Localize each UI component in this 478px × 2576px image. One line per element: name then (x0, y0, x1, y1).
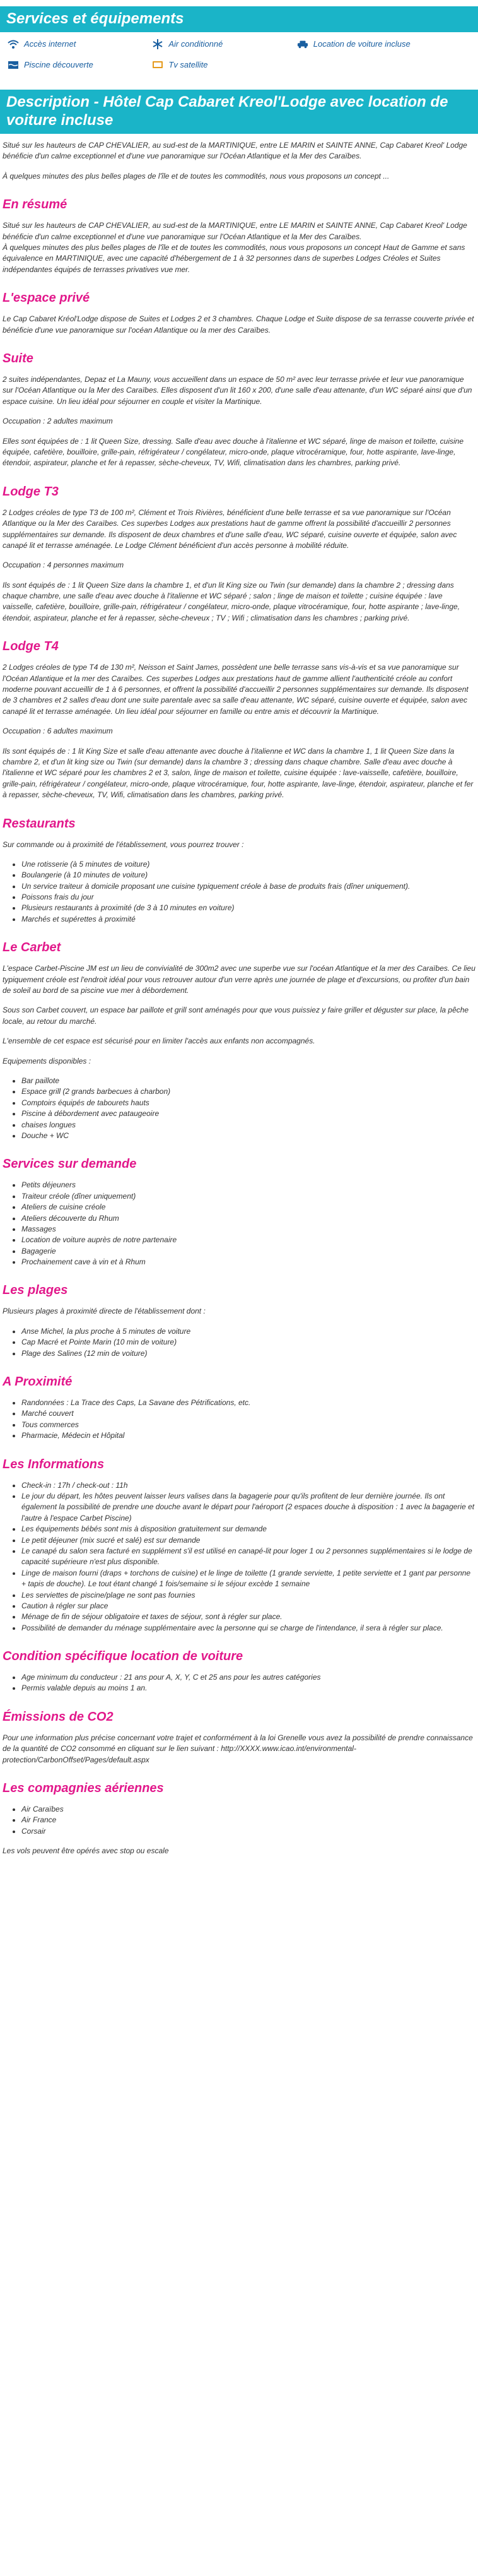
service-car (297, 39, 470, 50)
section-title-location-voiture: Condition spécifique location de voiture (3, 1649, 243, 1664)
list-item: • Les équipements bébés sont mis à disposition gratuitement sur demande (21, 1524, 475, 1534)
list-item: • Caution à régler sur place (21, 1601, 475, 1611)
services-grid (0, 39, 478, 71)
service-tv (152, 59, 296, 71)
list-item: • Massages (21, 1224, 475, 1235)
list-item: • Air Caraïbes (21, 1804, 475, 1815)
list-item: • Ateliers découverte du Rhum (21, 1213, 475, 1224)
resume-paragraph: À quelques minutes des plus belles plages de l'île et de toutes les commodités, nous vous proposons un concept Haut de Gamme et sans équivalence en MARTINIQUE, avec une capacité d'hébergement de 1 à 32 personnes dans de superbes Lodges Créoles et Suites indépendantes équipés de terrasses privatives vue mer. (3, 243, 465, 274)
list-item: • Plage des Salines (12 min de voiture) (21, 1348, 475, 1359)
description-teaser: À quelques minutes des plus belles plages de l'île et de toutes les commodités, nous vous proposons un concept ... (3, 171, 390, 181)
informations-list (3, 1480, 475, 1634)
suite-equipment: Elles sont équipées de : 1 lit Queen Size, dressing. Salle d'eau avec douche à l'italienne et WC séparé, linge de maison et toilette, cuisine équipée, cafetière, bouilloire, grille-pain, réfrigérateur / congélateur, micro-onde, plaque vitrocéramique, four, hotte aspirante, lave-linge, étendoir, aspirateur, planche et fer à repasser, sèche-cheveux, TV, Wifi, climatisation dans les chambres, parking privé. (3, 436, 464, 468)
lodge-t3-paragraph: 2 Lodges créoles de type T3 de 100 m², Clément et Trois Rivières, bénéficient d'une belle terrasse et sa vue panoramique sur l'Océan Atlantique ou la Mer des Caraïbes. Ces superbes Lodges aux prestations haut de gamme offrent la possibilité d'accueillir 2 personnes supplémentaires sur demande. Ils disposent de deux chambres et d'une salle d'eau, WC séparé, cuisine ouverte et équipée, salon avec canapé lit et terrasse aménagée. Le Lodge Clément bénéficient d'un accès personne à mobilité réduite. (3, 507, 457, 550)
list-item: • Check-in : 17h / check-out : 11h (21, 1480, 475, 1491)
list-item: • chaises longues (21, 1120, 475, 1131)
list-item: • Poissons frais du jour (21, 892, 475, 903)
services-heading: Services et équipements (0, 6, 478, 32)
description-body (0, 140, 478, 1857)
service-label: Location de voiture incluse (313, 39, 411, 49)
section-title-co2: Émissions de CO2 (3, 1709, 114, 1724)
lodge-t4-paragraph: 2 Lodges créoles de type T4 de 130 m², Neisson et Saint James, possèdent une belle terrasse sans vis-à-vis et sa vue panoramique sur l'Océan Atlantique et la mer des Caraïbes. Ces superbes Lodges aux prestations haut de gamme allient l'authenticité créole au confort moderne pouvant accueillir de 1 à 6 personnes, et offrent la possibilité d'accueillir 2 personnes supplémentaires sur demande. Ils disposent de 3 chambres et 2 salles d'eau dont une suite parentale avec sa salle d'eau attenante, WC séparé, cuisine ouverte et équipée, salon avec canapé lit et terrasse aménagée. Un lieu idéal pour séjourner en famille ou entre amis et découvrir la Martinique. (3, 663, 469, 716)
compagnies-note: Les vols peuvent être opérés avec stop ou escale (3, 1846, 169, 1856)
carbet-paragraph: L'ensemble de cet espace est sécurisé pour en limiter l'accès aux enfants non accompagnés. (3, 1036, 315, 1046)
list-item: • Linge de maison fourni (draps + torchons de cuisine) et le linge de toilette (1 grande serviette, 1 petite serviette et 1 gant par personne + tapis de douche). Le tout étant changé 1 fois/semaine si le séjour excède 1 semaine (21, 1568, 475, 1590)
compagnies-list (3, 1804, 475, 1837)
section-title-lodge-t3: Lodge T3 (3, 484, 59, 499)
list-item: • Marché couvert (21, 1408, 475, 1419)
list-item: • Une rotisserie (à 5 minutes de voiture) (21, 859, 475, 870)
description-intro: Situé sur les hauteurs de CAP CHEVALIER, au sud-est de la MARTINIQUE, entre LE MARIN et SAINTE ANNE, Cap Cabaret Kreol' Lodge bénéficie d'un calme exceptionnel et d'une vue panoramique sur l'Océan Atlantique et la Mer des Caraïbes. (3, 141, 467, 161)
description-heading: Description - Hôtel Cap Cabaret Kreol'Lodge avec location de voiture incluse (0, 90, 478, 134)
carbet-paragraph: Sous son Carbet couvert, un espace bar paillote et grill sont aménagés pour que vous puissiez y faire griller et déguster sur place, la pêche locale, au retour du marché. (3, 1006, 469, 1026)
wifi-icon (8, 39, 19, 50)
section-title-informations: Les Informations (3, 1457, 105, 1471)
espace-paragraph: Le Cap Cabaret Kréol'Lodge dispose de Suites et Lodges 2 et 3 chambres. Chaque Lodge et Suite dispose de sa terrasse couverte privée et bénéficie d'une vue panoramique sur l'océan Atlantique ou la mer des Caraïbes. (3, 314, 474, 335)
co2-paragraph: Pour une information plus précise concernant votre trajet et conformément à la loi Grenelle vous avez la possibilité de prendre connaissance de la quantité de CO2 consommé en cliquant sur le lien suivant : http://XXXX.www.icao.int/environmental-protection/CarbonOffset/Pages/default.aspx (3, 1733, 473, 1764)
list-item: • Prochainement cave à vin et à Rhum (21, 1257, 475, 1267)
section-title-resume: En résumé (3, 198, 67, 212)
plages-intro: Plusieurs plages à proximité directe de l'établissement dont : (3, 1307, 206, 1316)
list-item: • Air France (21, 1815, 475, 1825)
list-item: • Les serviettes de piscine/plage ne sont pas fournies (21, 1590, 475, 1601)
list-item: • Boulangerie (à 10 minutes de voiture) (21, 870, 475, 881)
service-pool (8, 59, 152, 71)
suite-paragraph: 2 suites indépendantes, Depaz et La Mauny, vous accueillent dans un espace de 50 m² avec leur terrasse privée et leur vue panoramique sur l'Océan Atlantique ou la Mer des Caraïbes. Elles disposent d'un lit 160 x 200, d'une salle d'eau attenante, d'un WC séparé ainsi que d'un espace cuisine. Un lieu idéal pour séjourner en couple et visiter la Martinique. (3, 374, 472, 406)
car-icon (297, 39, 308, 50)
list-item: • Bar paillote (21, 1076, 475, 1086)
list-item: • Marchés et supérettes à proximité (21, 914, 475, 925)
lodge-t4-occupation: Occupation : 6 adultes maximum (3, 727, 113, 736)
section-title-services-demande: Services sur demande (3, 1157, 137, 1172)
list-item: • Pharmacie, Médecin et Hôpital (21, 1430, 475, 1441)
pool-icon (8, 59, 19, 71)
service-internet (8, 39, 152, 50)
list-item: • Plusieurs restaurants à proximité (de 3 à 10 minutes en voiture) (21, 903, 475, 913)
list-item: • Possibilité de demander du ménage supplémentaire avec la personne qui se charge de l'intendance, il sera à régler sur place. (21, 1623, 475, 1634)
list-item: • Location de voiture auprès de notre partenaire (21, 1235, 475, 1245)
list-item: • Le petit déjeuner (mix sucré et salé) est sur demande (21, 1535, 475, 1546)
list-item: • Cap Macré et Pointe Marin (10 min de voiture) (21, 1337, 475, 1348)
service-label: Piscine découverte (24, 59, 93, 69)
section-title-carbet: Le Carbet (3, 941, 61, 955)
list-item: • Permis valable depuis au moins 1 an. (21, 1683, 475, 1694)
list-item: • Age minimum du conducteur : 21 ans pour A, X, Y, C et 25 ans pour les autres catégories (21, 1672, 475, 1683)
lodge-t3-occupation: Occupation : 4 personnes maximum (3, 561, 124, 570)
service-aircon (152, 39, 296, 50)
list-item: • Bagagerie (21, 1246, 475, 1257)
list-item: • Traiteur créole (dîner uniquement) (21, 1191, 475, 1202)
section-title-restaurants: Restaurants (3, 816, 76, 831)
list-item: • Douche + WC (21, 1131, 475, 1141)
list-item: • Le jour du départ, les hôtes peuvent laisser leurs valises dans la bagagerie pour qu'ils profitent de leur dernière journée. Ils ont également la possibilité de prendre une douche avant le départ pour l'aéroport (2 espaces douche à disposition : 1 avec la bagagerie et l'autre à l'espace Carbet Piscine) (21, 1491, 475, 1524)
plages-list (3, 1326, 475, 1359)
snowflake-icon (152, 39, 163, 50)
list-item: • Petits déjeuners (21, 1180, 475, 1190)
section-title-proximite: A Proximité (3, 1375, 73, 1389)
carbet-paragraph: L'espace Carbet-Piscine JM est un lieu de convivialité de 300m2 avec une superbe vue sur l'océan Atlantique et la mer des Caraïbes. Ce lieu typiquement créole est l'endroit idéal pour vous retrouver autour d'un verre après une journée de plage et d'excursions, ou profiter d'un bain de soleil au bord de sa piscine vue mer à débordement. (3, 964, 475, 995)
list-item: • Ateliers de cuisine créole (21, 1202, 475, 1213)
section-title-compagnies: Les compagnies aériennes (3, 1781, 164, 1796)
list-item: • Comptoirs équipés de tabourets hauts (21, 1098, 475, 1108)
list-item: • Anse Michel, la plus proche à 5 minutes de voiture (21, 1326, 475, 1337)
carbet-intro: Equipements disponibles : (3, 1056, 91, 1065)
list-item: • Randonnées : La Trace des Caps, La Savane des Pétrifications, etc. (21, 1398, 475, 1408)
list-item: • Espace grill (2 grands barbecues à charbon) (21, 1086, 475, 1097)
restaurants-list (3, 859, 475, 925)
list-item: • Un service traiteur à domicile proposant une cuisine typiquement créole à base de produits frais (dîner uniquement). (21, 881, 475, 892)
list-item: • Le canapé du salon sera facturé en supplément s'il est utilisé en canapé-lit pour loger 1 ou 2 personnes supplémentaires si le lodge de capacité supérieure n'est plus disponible. (21, 1546, 475, 1568)
resume-paragraph: Situé sur les hauteurs de CAP CHEVALIER, au sud-est de la MARTINIQUE, entre LE MARIN et SAINTE ANNE, Cap Cabaret Kreol' Lodge bénéficie d'un calme exceptionnel et d'une vue panoramique sur l'Océan Atlantique et la Mer des Caraïbes. (3, 221, 467, 241)
service-label: Accès internet (24, 39, 76, 49)
lodge-t4-equipment: Ils sont équipés de : 1 lit King Size et salle d'eau attenante avec douche à l'italienne et WC dans la chambre 1, 1 lit Queen Size dans la chambre 2, et d'un lit king size ou Twin (sur demande) dans la chambre 3 ; dressing dans chaque chambre. Salle d'eau avec douche à l'italienne et WC séparé pour les chambres 2 et 3, salon, linge de maison et toilette, cuisine équipée : lave-vaisselle, cafetière, bouilloire, grille-pain, réfrigérateur / congélateur, micro-onde, plaque vitrocéramique, four, hotte aspirante, lave-linge, étendoir, aspirateur, planche et fer à repasser, sèche-cheveux, TV, Wifi, climatisation dans les chambres, parking privé. (3, 746, 474, 800)
proximite-list (3, 1398, 475, 1442)
carbet-list (3, 1076, 475, 1141)
section-title-suite: Suite (3, 351, 33, 365)
services-demande-list (3, 1180, 475, 1267)
location-list (3, 1672, 475, 1694)
section-title-plages: Les plages (3, 1283, 68, 1298)
lodge-t3-equipment: Ils sont équipés de : 1 lit Queen Size dans la chambre 1, et d'un lit King size ou Twin (sur demande) dans la chambre 2 ; dressing dans chaque chambre, une salle d'eau avec douche à l'italienne et WC séparé ; salon ; linge de maison et toilette ; cuisine équipée : lave vaisselle, cafetière, bouilloire, grille-pain, réfrigérateur / congélateur, micro-onde, plaque vitrocéramique, four, hotte aspirante ; lave-linge, étendoir, aspirateur, planche et fer à repasser, sèche-cheveux ; TV ; Wifi ; climatisation dans les chambres ; parking privé. (3, 580, 460, 622)
service-label: Tv satellite (168, 59, 208, 69)
restaurants-intro: Sur commande ou à proximité de l'établissement, vous pourrez trouver : (3, 840, 244, 849)
list-item: • Piscine à débordement avec pataugeoire (21, 1108, 475, 1119)
section-title-lodge-t4: Lodge T4 (3, 639, 59, 654)
list-item: • Tous commerces (21, 1420, 475, 1430)
list-item: • Ménage de fin de séjour obligatoire et taxes de séjour, sont à régler sur place. (21, 1611, 475, 1622)
suite-occupation: Occupation : 2 adultes maximum (3, 417, 113, 426)
service-label: Air conditionné (168, 39, 223, 49)
list-item: • Corsair (21, 1826, 475, 1837)
tv-icon (152, 59, 163, 71)
section-title-espace: L'espace privé (3, 291, 90, 306)
